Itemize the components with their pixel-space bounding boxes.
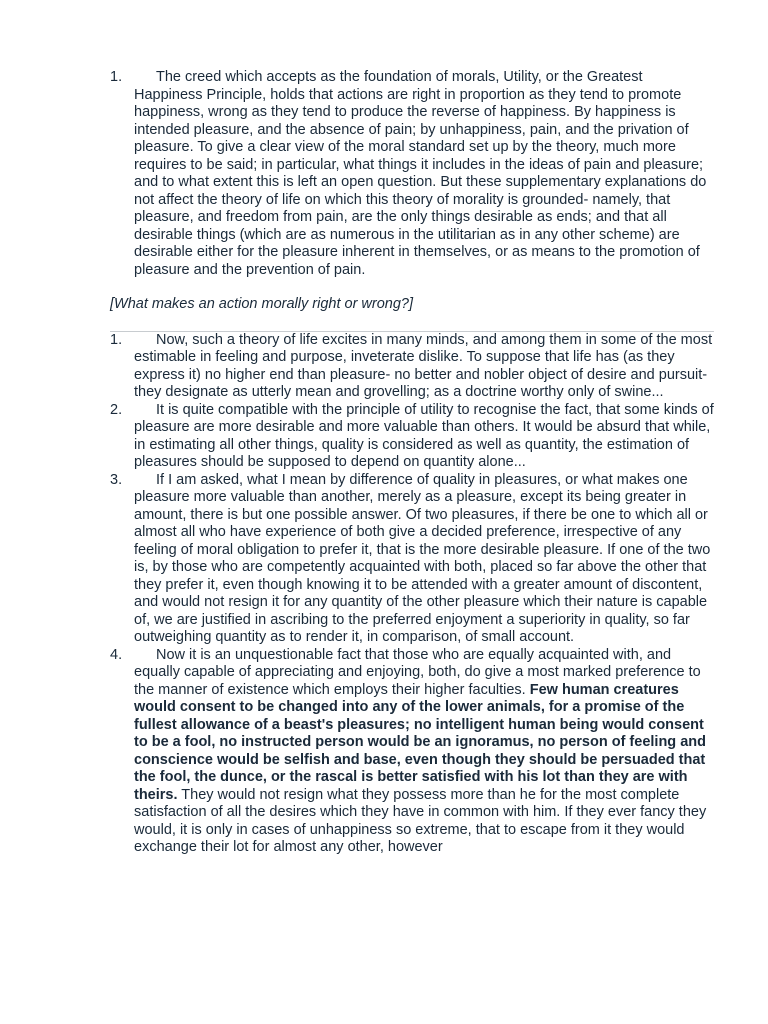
list-item-text: Now, such a theory of life excites in many minds, and among them in some of the most estimable in feeling and purpose, inveterate dislike. To suppose that life has (as they express it) no higher end than pleasure- no better and nobler object of desire and pursuit- they designate as utterly mean and grovelling; as a doctrine worthy only of swine...: [134, 331, 713, 400]
document-page: [110, 69, 714, 857]
section1-list: [110, 69, 714, 279]
list-item-text: The creed which accepts as the foundation of morals, Utility, or the Greatest Happiness Principle, holds that actions are right in proportion as they tend to promote happiness, wrong as they tend to produce the reverse of happiness. By happiness is intended pleasure, and the absence of pain; by unhappiness, pain, and the privation of pleasure. To give a clear view of the moral standard set up by the theory, much more requires to be said; in particular, what things it includes in the ideas of pain and pleasure; and to what extent this is left an open question. But these supplementary explanations do not affect the theory of life on which this theory of morality is grounded- namely, that pleasure, and freedom from pain, are the only things desirable as ends; and that all desirable things (which are as numerous in the utilitarian as in any other scheme) are desirable either for the pleasure inherent in themselves, or as means to the promotion of pleasure and the prevention of pain.: [134, 69, 707, 278]
list-item-text: It is quite compatible with the principle of utility to recognise the fact, that some kinds of pleasure are more desirable and more valuable than others. It would be absurd that while, in estimating all other things, quality is considered as well as quantity, the estimation of pleasures should be supposed to depend on quantity alone...: [134, 401, 714, 470]
list-item-text-bold: Few human creatures would consent to be changed into any of the lower animals, for a promise of the fullest allowance of a beast's pleasures; no intelligent human being would consent to be a fool, no instructed person would be an ignoramus, no person of feeling and conscience would be selfish and base, even though they should be persuaded that the fool, the dunce, or the rascal is better satisfied with his lot than they are with theirs.: [134, 681, 706, 803]
list-item: [110, 647, 714, 857]
list-item-number: 2.: [110, 401, 123, 418]
section2-list: [110, 332, 714, 857]
list-item-number: 3.: [110, 471, 123, 488]
list-item-text: If I am asked, what I mean by difference of quality in pleasures, or what makes one pleasure more valuable than another, merely as a pleasure, except its being greater in amount, there is but one possible answer. Of two pleasures, if there be one to which all or almost all who have experience of both give a decided preference, irrespective of any feeling of moral obligation to prefer it, that is the more desirable pleasure. If one of the two is, by those who are competently acquainted with both, placed so far above the other that they prefer it, even though knowing it to be attended with a greater amount of discontent, and would not resign it for any quantity of the other pleasure which their nature is capable of, we are justified in ascribing to the preferred enjoyment a superiority in quality, so far outweighing quantity as to render it, in comparison, of small account.: [134, 471, 711, 645]
list-item: [110, 472, 714, 647]
list-item: [110, 402, 714, 472]
list-item: [110, 69, 714, 279]
list-item-number: 4.: [110, 646, 123, 663]
list-item-number: 1.: [110, 69, 123, 85]
list-item: [110, 332, 714, 402]
list-item-number: 1.: [110, 331, 123, 348]
list-item-text-before: Now it is an unquestionable fact that those who are equally acquainted with, and equally capable of appreciating and enjoying, both, do give a most marked preference to the manner of existence which employs their higher faculties.: [134, 646, 701, 698]
list-item-text-after: They would not resign what they possess more than he for the most complete satisfaction of all the desires which they have in common with him. If they ever fancy they would, it is only in cases of unhappiness so extreme, that to escape from it they would exchange their lot for almost any other, however: [134, 786, 707, 855]
discussion-question: [What makes an action morally right or wrong?]: [110, 296, 414, 312]
